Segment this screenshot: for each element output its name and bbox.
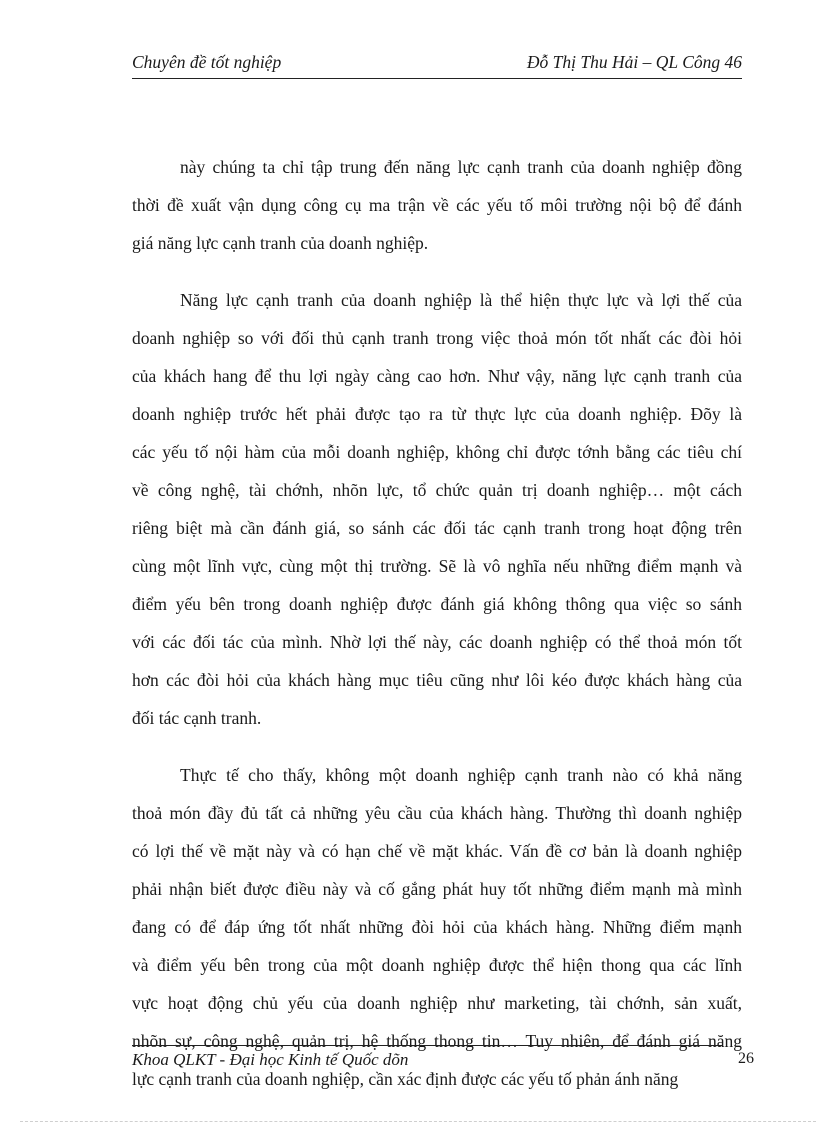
text-line: điểm yếu bên trong doanh nghiệp được đánh giá không thông qua việc so sánh [132,594,742,614]
paragraph [132,148,742,262]
body-text [132,148,742,1098]
page-number: 26 [738,1050,754,1067]
text-line: thời đề xuất vận dụng công cụ ma trận về các yếu tố môi trường nội bộ để đánh [132,195,742,215]
text-line: Thực tế cho thấy, không một doanh nghiệp cạnh tranh nào có khả năng [180,765,742,785]
text-line: về công nghệ, tài chớnh, nhõn lực, tổ chức quản trị doanh nghiệp… một cách [132,480,742,500]
text-line: với các đối tác của mình. Nhờ lợi thế này, các doanh nghiệp có thể thoả món tốt [132,632,742,652]
text-line: lực cạnh tranh của doanh nghiệp, cần xác định được các yếu tố phản ánh năng [132,1069,679,1089]
text-line: đang có để đáp ứng tốt nhất những đòi hỏi của khách hàng. Những điểm mạnh [132,917,742,937]
text-line: Năng lực cạnh tranh của doanh nghiệp là thể hiện thực lực và lợi thế của [180,290,742,310]
text-line: có lợi thế về mặt này và có hạn chế về mặt khác. Vấn đề cơ bản là doanh nghiệp [132,841,742,861]
page-bottom-divider [20,1121,816,1122]
text-line: cùng một lĩnh vực, cùng một thị trường. Sẽ là vô nghĩa nếu những điểm mạnh và [132,556,742,576]
text-line: đối tác cạnh tranh. [132,708,262,728]
footer-institution: Khoa QLKT - Đại học Kinh tế Quốc dõn [132,1050,409,1069]
page-header [132,52,742,79]
paragraph [132,281,742,737]
text-line: phải nhận biết được điều này và cố gắng phát huy tốt những điểm mạnh mà mình [132,879,742,899]
text-line: hơn các đòi hỏi của khách hàng mục tiêu cũng như lôi kéo được khách hàng của [132,670,742,690]
header-title: Chuyên đề tốt nghiệp [132,52,282,72]
text-line: doanh nghiệp so với đối thủ cạnh tranh trong việc thoả món tốt nhất các đòi hỏi [132,328,742,348]
text-line: thoả món đầy đủ tất cả những yêu cầu của khách hàng. Thường thì doanh nghiệp [132,803,742,823]
header-author: Đỗ Thị Thu Hải – QL Công 46 [526,52,742,72]
text-line: và điểm yếu bên trong của một doanh nghiệp được thể hiện thong qua các lĩnh [132,955,742,975]
text-line: nhõn sự, công nghệ, quản trị, hệ thống thong tin… Tuy nhiên, để đánh giá năng [132,1031,742,1051]
page-footer [132,1045,722,1076]
text-line: của khách hang để thu lợi ngày càng cao hơn. Như vậy, năng lực cạnh tranh của [132,366,742,386]
text-line: này chúng ta chỉ tập trung đến năng lực cạnh tranh của doanh nghiệp đồng [180,157,742,177]
text-line: vực hoạt động chủ yếu của doanh nghiệp như marketing, tài chớnh, sản xuất, [132,993,742,1013]
text-line: riêng biệt mà cần đánh giá, so sánh các đối tác cạnh tranh trong hoạt động trên [132,518,742,538]
text-line: các yếu tố nội hàm của mỗi doanh nghiệp, không chỉ được tớnh bằng các tiêu chí [132,442,742,462]
text-line: doanh nghiệp trước hết phải được tạo ra từ thực lực của doanh nghiệp. Đõy là [132,404,742,424]
text-line: giá năng lực cạnh tranh của doanh nghiệp. [132,233,429,253]
